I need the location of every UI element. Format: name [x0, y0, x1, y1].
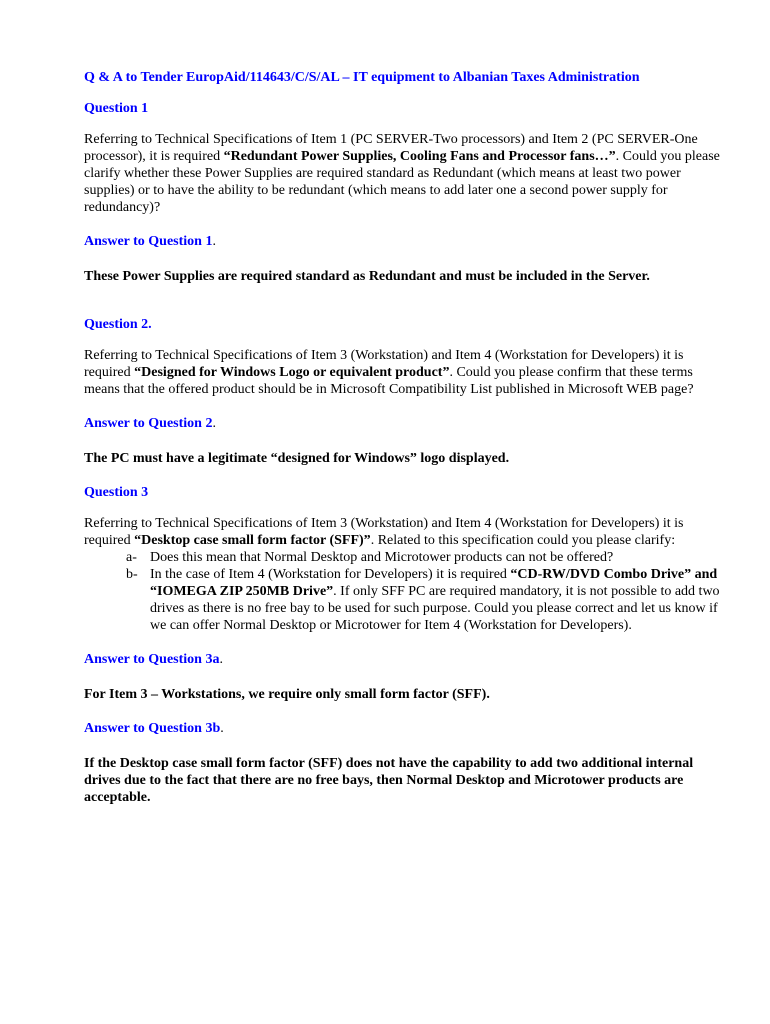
question-3-list [84, 549, 724, 634]
question-3-text [84, 515, 724, 549]
list-item-text-emphasis: “CD-RW/DVD Combo Drive” and “IOMEGA ZIP 250MB Drive” [150, 567, 718, 599]
question-1-text [84, 131, 724, 216]
answer-3a-heading [84, 651, 724, 668]
question-3-heading: Question 3 [84, 485, 149, 500]
answer-3b-heading-dot: . [220, 721, 224, 736]
list-item-text: Does this mean that Normal Desktop and Microtower products can not be offered? [150, 550, 614, 565]
list-item-text-part-a: In the case of Item 4 (Workstation for Developers) it is required [150, 567, 511, 582]
question-2-heading: Question 2. [84, 317, 152, 332]
answer-3b-text: If the Desktop case small form factor (SFF) does not have the capability to add two additional internal drives due to the fact that there are no free bays, then Normal Desktop and Microtower products are acceptable. [84, 756, 694, 805]
question-3-text-emphasis: “Desktop case small form factor (SFF)” [134, 533, 371, 548]
list-item-text-part-b: . If only SFF PC are required mandatory, it is not possible to add two drives as there is no free bay to be used for such purpose. Could you please correct and let us know if we can offer Normal Desktop or Microtower for Item 4 (Workstation for Developers). [150, 584, 720, 633]
answer-1-text: These Power Supplies are required standard as Redundant and must be included in the Server. [84, 269, 650, 284]
list-item [84, 566, 724, 634]
answer-2-text: The PC must have a legitimate “designed for Windows” logo displayed. [84, 451, 510, 466]
question-1-text-emphasis: “Redundant Power Supplies, Cooling Fans and Processor fans…” [223, 149, 616, 164]
answer-3a-heading-dot: . [219, 652, 223, 667]
answer-1-heading-label: Answer to Question 1 [84, 234, 213, 249]
question-1-text-part-a: Referring to Technical Specifications of Item 1 (PC SERVER-Two processors) and Item 2 (PC SERVER-One processor), it is required [84, 132, 698, 164]
list-item [84, 549, 724, 566]
answer-3a-heading-label: Answer to Question 3a [84, 652, 220, 667]
answer-2-heading-dot: . [212, 416, 216, 431]
question-1-heading: Question 1 [84, 101, 149, 116]
question-2-text-part-b: . Could you please confirm that these terms means that the offered product should be in Microsoft Compatibility List published in Microsoft WEB page? [84, 365, 694, 397]
question-3-text-part-a: Referring to Technical Specifications of Item 3 (Workstation) and Item 4 (Workstation for Developers) it is required [84, 516, 684, 548]
question-3-text-part-b: . Related to this specification could you please clarify: [370, 533, 676, 548]
answer-3b-heading-label: Answer to Question 3b [84, 721, 221, 736]
document-page [84, 69, 724, 823]
question-2-text-part-a: Referring to Technical Specifications of Item 3 (Workstation) and Item 4 (Workstation for Developers) it is required [84, 348, 684, 380]
answer-3b-heading [84, 720, 724, 737]
answer-2-heading-label: Answer to Question 2 [84, 416, 213, 431]
question-2-text-emphasis: “Designed for Windows Logo or equivalent product” [134, 365, 450, 380]
question-1-text-part-b: . Could you please clarify whether these Power Supplies are required standard as Redundant (which means at least two power supplies) or to have the ability to be redundant (which means to add later one a second power supply for redundancy)? [84, 149, 720, 215]
answer-1-heading-dot: . [212, 234, 216, 249]
answer-2-heading [84, 415, 724, 432]
answer-3a-text: For Item 3 – Workstations, we require only small form factor (SFF). [84, 687, 490, 702]
question-2-text [84, 347, 724, 398]
list-item-marker: b- [126, 567, 138, 582]
list-item-marker: a- [126, 550, 137, 565]
document-title: Q & A to Tender EuropAid/114643/C/S/AL – IT equipment to Albanian Taxes Administration [84, 70, 640, 85]
answer-1-heading [84, 233, 724, 250]
